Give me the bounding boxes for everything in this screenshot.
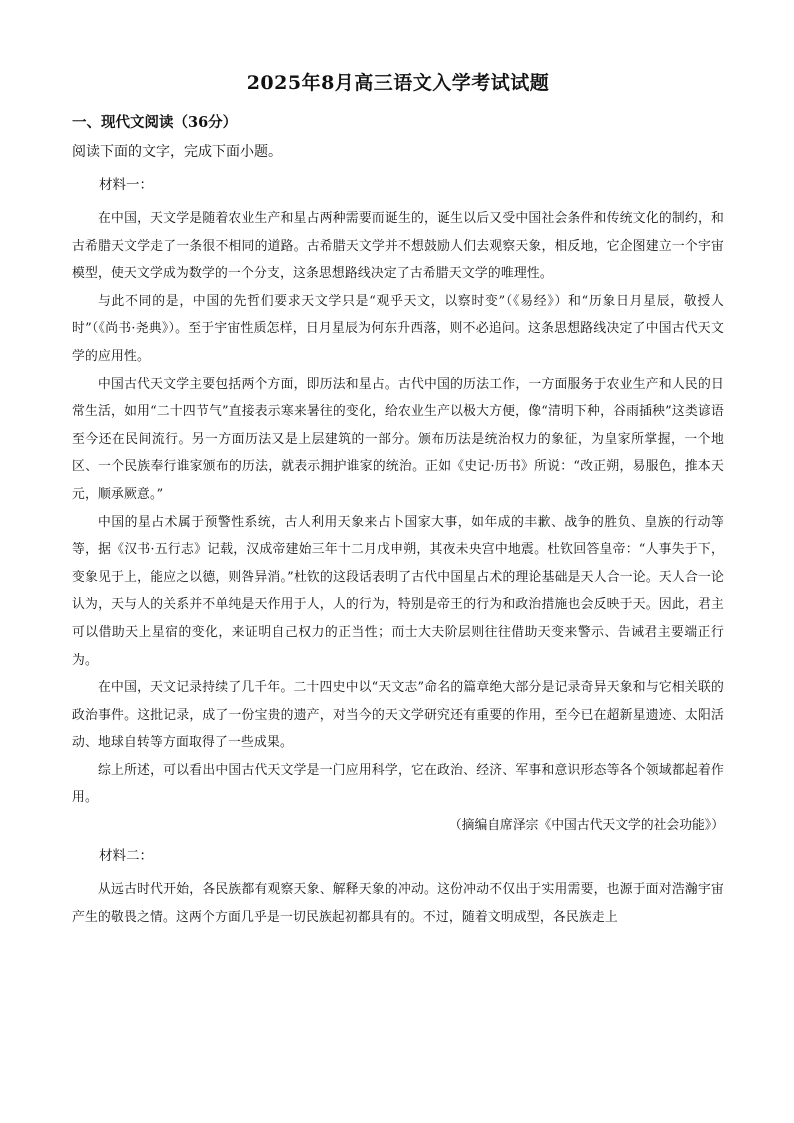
material-one — [72, 171, 724, 840]
reading-instruction: 阅读下面的文字，完成下面小题。 — [72, 144, 282, 160]
material-one-label: 材料一： — [99, 177, 153, 193]
material-one-paragraph-5: 在中国，天文记录持续了几千年。二十四史中以“天文志”命名的篇章绝大部分是记录奇异天象和与它相关联的政治事件。这批记录，成了一份宝贵的遗产，对当今的天文学研究还有重要的作用，至今已在超新星遗迹、太阳活动、地球自转等方面取得了一些成果。 — [72, 680, 724, 751]
exam-page — [72, 68, 724, 931]
material-one-paragraph-4: 中国的星占术属于预警性系统，古人利用天象来占卜国家大事，如年成的丰歉、战争的胜负、皇族的行动等等，据《汉书·五行志》记载，汉成帝建始三年十二月戊申朔，其夜未央宫中地震。杜钦回答皇帝：“人事失于下，变象见于上，能应之以德，则咎异消。”杜钦的这段话表明了古代中国星占术的理论基础是天人合一论。天人合一论认为，天与人的关系并不单纯是天作用于人，人的行为，特别是帝王的行为和政治措施也会反映于天。因此，君主可以借助天上星宿的变化，来证明自己权力的正当性；而士大夫阶层则往往借助天变来警示、告诫君主要端正行为。 — [72, 514, 724, 668]
section-heading: 一、现代文阅读（36分） — [72, 114, 238, 131]
material-one-source: （摘编自席泽宗《中国古代天文学的社会功能》） — [448, 818, 724, 834]
material-one-paragraph-1: 在中国，天文学是随着农业生产和星占两种需要而诞生的，诞生以后又受中国社会条件和传统文化的制约，和古希腊天文学走了一条很不相同的道路。古希腊天文学并不想鼓励人们去观察天象，相反地，它企图建立一个宇宙模型，使天文学成为数学的一个分支，这条思想路线决定了古希腊天文学的唯理性。 — [72, 211, 724, 282]
material-two — [72, 842, 724, 931]
material-two-label: 材料二： — [99, 848, 153, 865]
material-one-paragraph-3: 中国古代天文学主要包括两个方面，即历法和星占。古代中国的历法工作，一方面服务于农业生产和人民的日常生活，如用“二十四节气”直接表示寒来暑往的变化，给农业生产以极大方便，像“清明下种，谷雨插秧”这类谚语至今还在民间流行。另一方面历法又是上层建筑的一部分。颁布历法是统治权力的象征，为皇家所掌握，一个地区、一个民族奉行谁家颁布的历法，就表示拥护谁家的统治。正如《史记·历书》所说：“改正朔，易服色，推本天元，顺承厥意。” — [72, 376, 724, 502]
material-one-paragraph-6: 综上所述，可以看出中国古代天文学是一门应用科学，它在政治、经济、军事和意识形态等各个领域都起着作用。 — [72, 762, 724, 806]
material-two-paragraph-1: 从远古时代开始，各民族都有观察天象、解释天象的冲动。这份冲动不仅出于实用需要，也源于面对浩瀚宇宙产生的敬畏之情。这两个方面几乎是一切民族起初都具有的。不过，随着文明成型，各民族走上 — [72, 882, 724, 925]
material-one-paragraph-2: 与此不同的是，中国的先哲们要求天文学只是“观乎天文，以察时变”（《易经》）和“历象日月星辰，敬授人时”（《尚书·尧典》）。至于宇宙性质怎样，日月星辰为何东升西落，则不必追问。这条思想路线决定了中国古代天文学的应用性。 — [72, 293, 724, 364]
exam-title: 2025年8月高三语文入学考试试题 — [246, 72, 550, 94]
